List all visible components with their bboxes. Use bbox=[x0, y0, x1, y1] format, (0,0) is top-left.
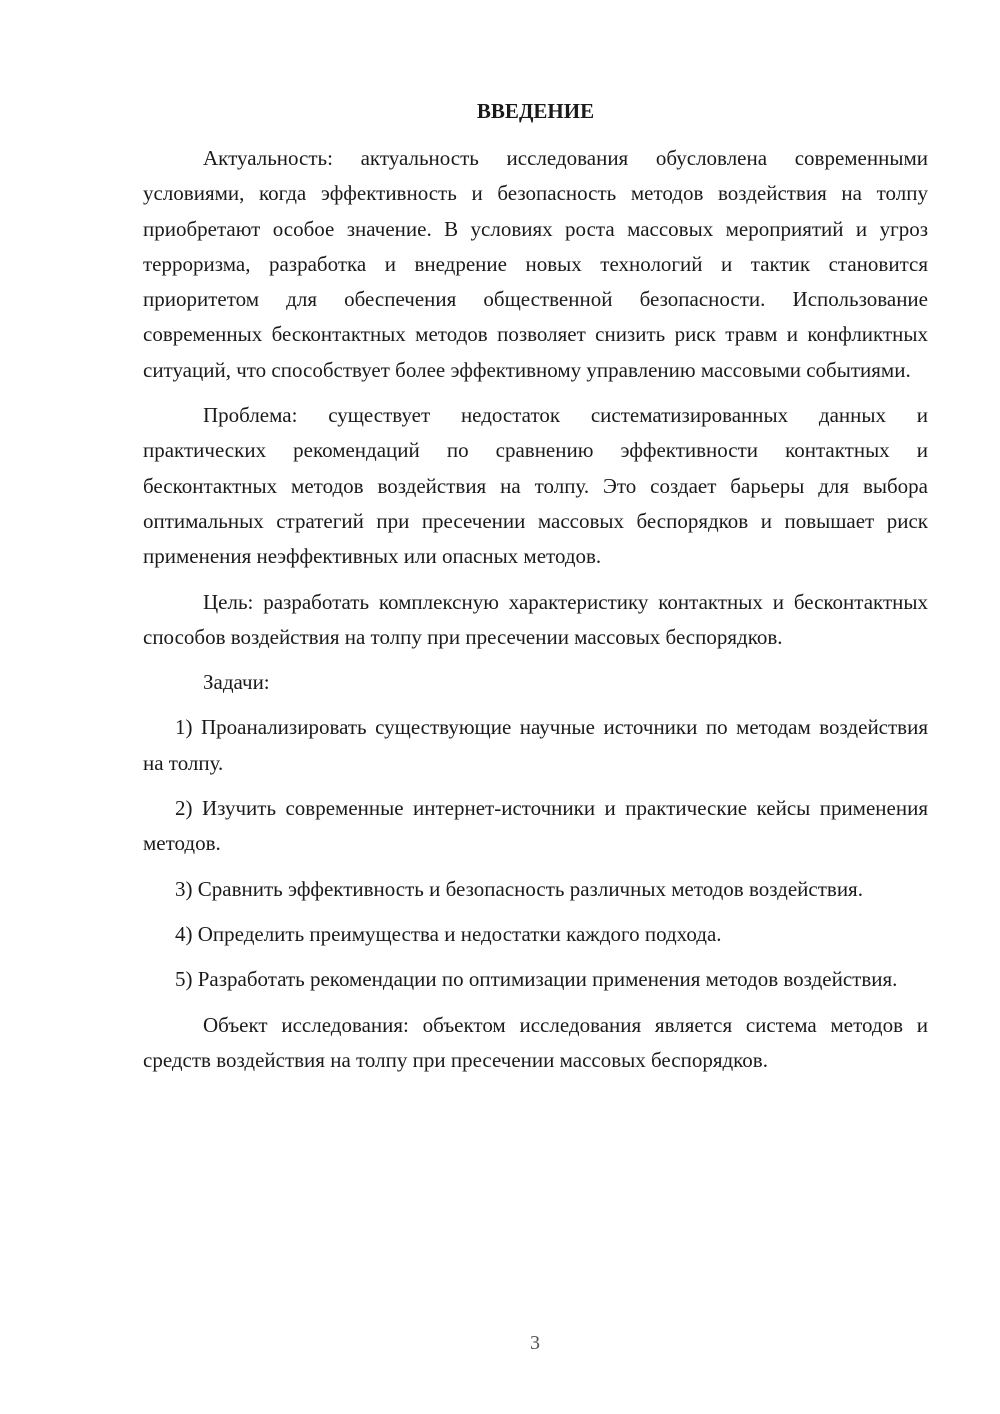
task-item-5: 5) Разработать рекомендации по оптимизации применения методов воздействия. bbox=[175, 967, 898, 992]
task-item-1: 1) Проанализировать существующие научные источники по методам воздействия на толпу. bbox=[143, 715, 928, 775]
tasks-heading: Задачи: bbox=[203, 670, 270, 695]
task-item-4: 4) Определить преимущества и недостатки каждого подхода. bbox=[175, 921, 722, 946]
paragraph-goal: Цель: разработать комплексную характеристику контактных и бесконтактных способов воздействия на толпу при пресечении массовых беспорядков. bbox=[143, 589, 928, 649]
task-item-2: 2) Изучить современные интернет-источники и практические кейсы применения методов. bbox=[143, 796, 928, 856]
page-content bbox=[143, 96, 928, 1088]
paragraph-relevance: Актуальность: актуальность исследования обусловлена современными условиями, когда эффективность и безопасность методов воздействия на толпу приобретают особое значение. В условиях роста массовых мероприятий и угроз терроризма, разработка и внедрение новых технологий и тактик становится приоритетом для обеспечения общественной безопасности. Использование современных бесконтактных методов позволяет снизить риск травм и конфликтных ситуаций, что способствует более эффективному управлению массовыми событиями. bbox=[143, 146, 928, 382]
paragraph-object: Объект исследования: объектом исследования является система методов и средств воздействия на толпу при пресечении массовых беспорядков. bbox=[143, 1012, 928, 1072]
paragraph-problem: Проблема: существует недостаток систематизированных данных и практических рекомендаций по сравнению эффективности контактных и бесконтактных методов воздействия на толпу. Это создает барьеры для выбора оптимальных стратегий при пресечении массовых беспорядков и повышает риск применения неэффективных или опасных методов. bbox=[143, 403, 928, 569]
page-number: 3 bbox=[530, 1332, 540, 1354]
task-item-3: 3) Сравнить эффективность и безопасность различных методов воздействия. bbox=[175, 876, 863, 901]
section-title: ВВЕДЕНИЕ bbox=[476, 99, 595, 123]
